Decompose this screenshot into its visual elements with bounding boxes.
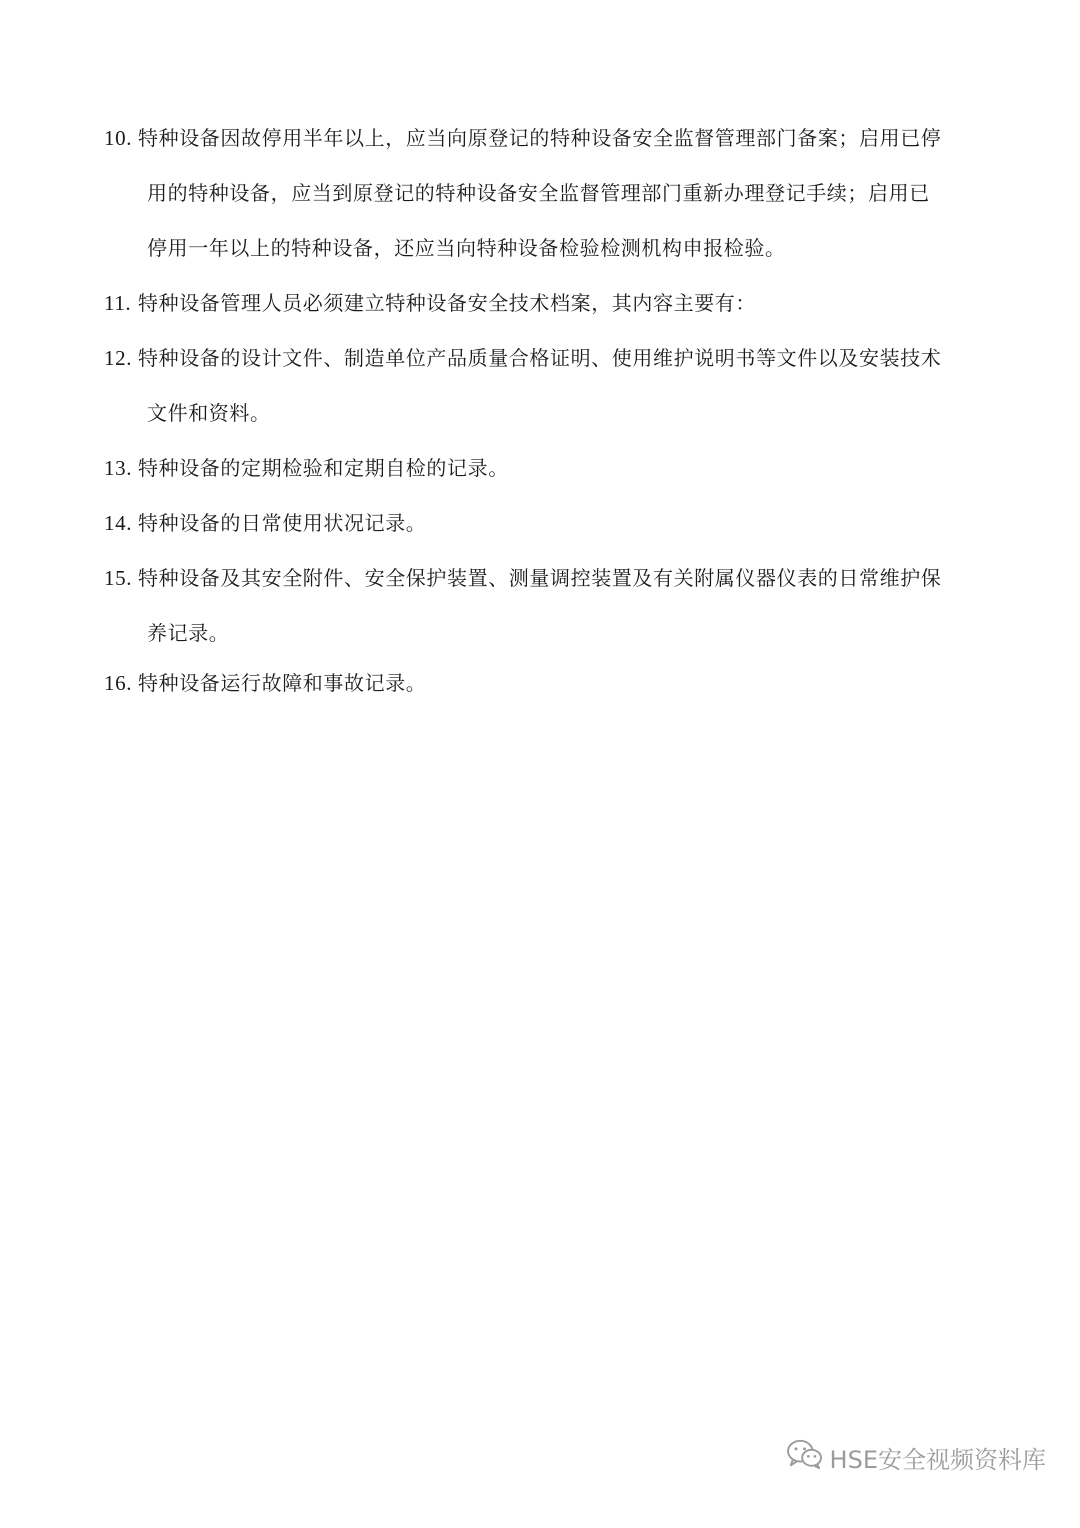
list-item-text: 特种设备及其安全附件、安全保护装置、测量调控装置及有关附属仪器仪表的日常维护保 <box>138 566 942 590</box>
list-item-number: 14. <box>104 511 133 535</box>
list-item-text: 停用一年以上的特种设备，还应当向特种设备检验检测机构申报检验。 <box>147 236 786 260</box>
list-item-number: 11. <box>104 291 132 315</box>
list-item-text: 用的特种设备，应当到原登记的特种设备安全监督管理部门重新办理登记手续；启用已 <box>147 181 930 205</box>
list-item-first-line <box>104 441 984 496</box>
list-item-text: 特种设备的设计文件、制造单位产品质量合格证明、使用维护说明书等文件以及安装技术 <box>138 346 942 370</box>
list-item-text: 特种设备因故停用半年以上，应当向原登记的特种设备安全监督管理部门备案；启用已停 <box>138 126 942 150</box>
watermark-text: HSE安全视频资料库 <box>829 1445 1046 1474</box>
list-item <box>104 496 984 551</box>
list-item <box>104 111 984 276</box>
list-item-text: 养记录。 <box>147 621 230 645</box>
watermark <box>786 1438 1046 1476</box>
list-item <box>104 331 984 441</box>
list-item <box>104 656 984 711</box>
list-item-number: 16. <box>104 671 133 695</box>
list-item <box>104 551 984 661</box>
list-item <box>104 276 984 331</box>
list-item-number: 13. <box>104 456 133 480</box>
list-item-first-line <box>104 276 984 331</box>
list-item <box>104 441 984 496</box>
wechat-icon <box>786 1438 824 1476</box>
list-item-text: 特种设备的日常使用状况记录。 <box>138 511 427 535</box>
list-item-text: 特种设备管理人员必须建立特种设备安全技术档案，其内容主要有： <box>138 291 756 315</box>
list-item-first-line <box>104 551 984 606</box>
list-item-number: 12. <box>104 346 133 370</box>
list-item-first-line <box>104 331 984 386</box>
list-item-first-line <box>104 111 984 166</box>
list-item-text: 文件和资料。 <box>147 401 271 425</box>
list-item-number: 15. <box>104 566 133 590</box>
list-item-text: 特种设备的定期检验和定期自检的记录。 <box>138 456 509 480</box>
list-item-text: 特种设备运行故障和事故记录。 <box>138 671 427 695</box>
list-item-first-line <box>104 496 984 551</box>
list-item-first-line <box>104 656 984 711</box>
list-item-number: 10. <box>104 126 133 150</box>
